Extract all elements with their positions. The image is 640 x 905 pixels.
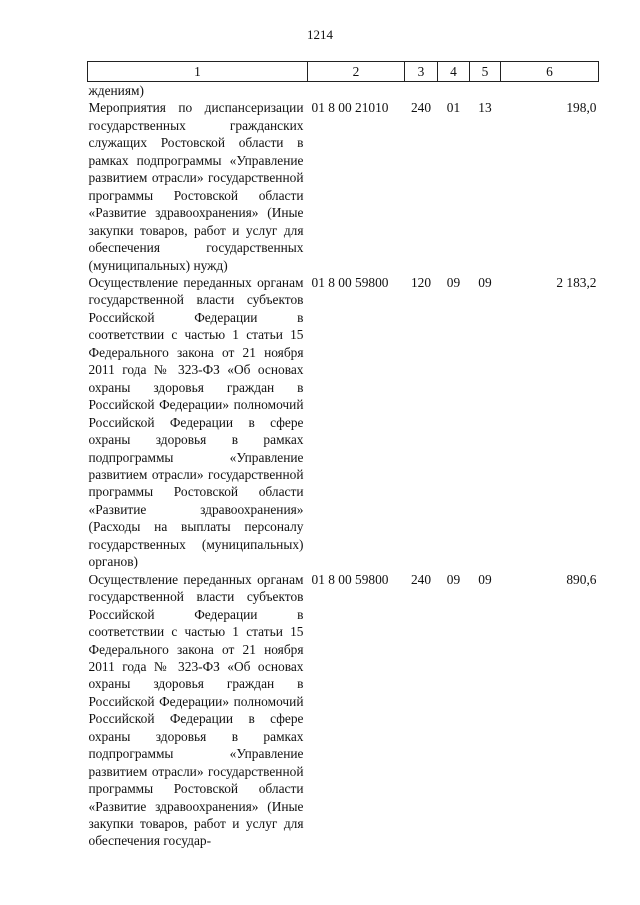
row-section: 09 (446, 571, 461, 587)
row-amount: 198,0 (566, 100, 597, 116)
column-header-3: 3 (405, 62, 438, 82)
table-row (88, 274, 599, 571)
row-subsection: 13 (478, 100, 492, 116)
table-row (88, 571, 599, 850)
column-header-4: 4 (438, 62, 470, 82)
row-description: Осуществление переданных органам государственной власти субъектов Российской Федерации в соответствии с частью 1 статьи 15 Федерального закона от 21 ноября 2011 года № 323-ФЗ «Об основах охраны здоровья граждан в Российской Федерации» полномочий Российской Федерации в сфере охраны здоровья в рамках подпрограммы «Управление развитием отрасли» государственной программы Ростовской области «Развитие здравоохранения» (Расходы на выплаты персоналу государственных (муниципальных) органов) (88, 274, 304, 570)
column-header-2: 2 (308, 62, 405, 82)
continuation-row (88, 82, 599, 100)
row-subsection: 09 (478, 571, 492, 587)
row-section: 09 (446, 274, 461, 290)
row-section: 01 (446, 100, 461, 116)
continuation-text: ждениям) (88, 83, 144, 98)
row-target-code: 01 8 00 59800 (311, 274, 389, 290)
row-subsection: 09 (478, 274, 492, 290)
table-row (88, 99, 599, 274)
row-description: Осуществление переданных органам государственной власти субъектов Российской Федерации в соответствии с частью 1 статьи 15 Федерального закона от 21 ноября 2011 года № 323-ФЗ «Об основах охраны здоровья граждан в Российской Федерации» полномочий Российской Федерации в сфере охраны здоровья в рамках подпрограммы «Управление развитием отрасли» государственной программы Ростовской области «Развитие здравоохранения» (Иные закупки товаров, работ и услуг для обеспечения государ- (88, 571, 304, 849)
row-target-code: 01 8 00 21010 (311, 100, 389, 116)
row-target-code: 01 8 00 59800 (311, 571, 389, 587)
column-header-1: 1 (88, 62, 308, 82)
row-expense-type: 120 (410, 274, 432, 290)
column-header-6: 6 (501, 62, 599, 82)
row-description: Мероприятия по диспансеризации государственных гражданских служащих Ростовской области в рамках подпрограммы «Управление развитием отрасли» государственной программы Ростовской области «Развитие здравоохранения» (Иные закупки товаров, работ и услуг для обеспечения государственных (муниципальных) нужд) (88, 100, 304, 273)
table-header-row (88, 62, 599, 82)
row-amount: 2 183,2 (556, 274, 597, 290)
row-expense-type: 240 (410, 100, 432, 116)
page-number: 1214 (307, 27, 333, 42)
row-expense-type: 240 (410, 571, 432, 587)
row-amount: 890,6 (566, 571, 597, 587)
budget-table (87, 61, 599, 850)
column-header-5: 5 (470, 62, 501, 82)
